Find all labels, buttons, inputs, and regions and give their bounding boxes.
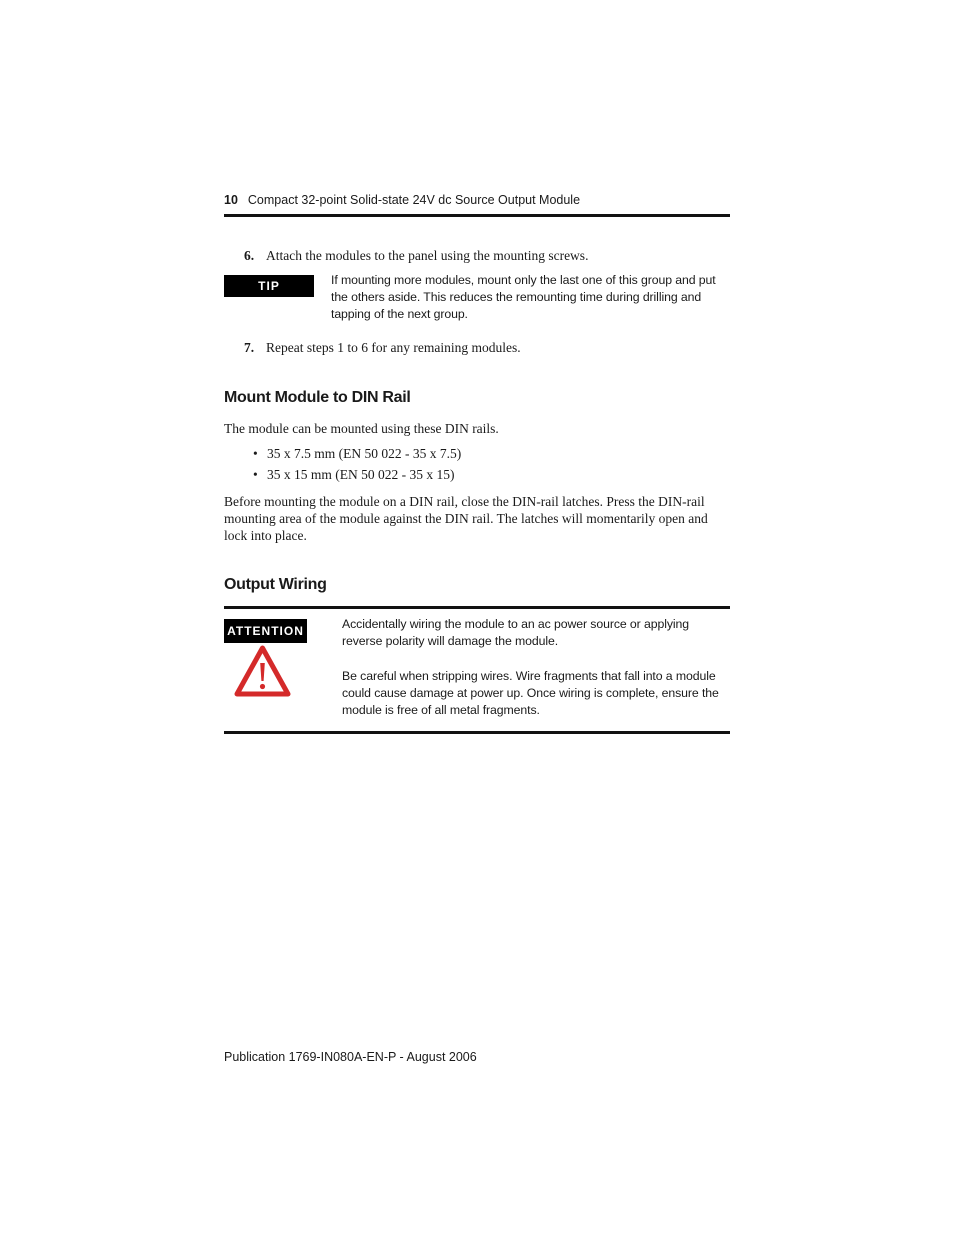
section-heading-din-rail: Mount Module to DIN Rail — [224, 389, 411, 406]
attention-bottom-rule — [224, 731, 730, 734]
din-rail-paragraph: Before mounting the module on a DIN rail, close the DIN-rail latches. Press the DIN-rail mounting area of the module against the DIN rail. The latches will momentarily open and lock into place. — [224, 494, 708, 543]
step-7 — [244, 339, 724, 357]
header-rule — [224, 214, 730, 217]
attention-label: ATTENTION — [224, 619, 307, 643]
page-number: 10 — [224, 193, 238, 207]
list-item-text: 35 x 15 mm (EN 50 022 - 35 x 15) — [267, 467, 455, 482]
step-number: 7. — [244, 340, 255, 355]
bullet-icon: • — [253, 446, 258, 461]
list-item — [253, 445, 723, 463]
running-header — [224, 192, 730, 208]
din-rail-intro: The module can be mounted using these DIN rails. — [224, 421, 499, 436]
step-number: 6. — [244, 248, 255, 263]
attention-text-2: Be careful when stripping wires. Wire fragments that fall into a module could cause damage at power up. Once wiring is complete, ensure the module is free of all metal fragments. — [342, 669, 719, 717]
attention-text-1: Accidentally wiring the module to an ac power source or applying reverse polarity will damage the module. — [342, 617, 689, 648]
step-text: Repeat steps 1 to 6 for any remaining modules. — [266, 340, 521, 355]
list-item-text: 35 x 7.5 mm (EN 50 022 - 35 x 7.5) — [267, 446, 462, 461]
publication-footer: Publication 1769-IN080A-EN-P - August 2006 — [224, 1050, 477, 1064]
step-6 — [244, 247, 724, 265]
attention-top-rule — [224, 606, 730, 609]
tip-label: TIP — [224, 275, 314, 297]
warning-triangle-icon — [234, 645, 291, 698]
running-title: Compact 32-point Solid-state 24V dc Source Output Module — [247, 193, 581, 207]
bullet-icon: • — [253, 467, 258, 482]
section-heading-output-wiring: Output Wiring — [224, 576, 327, 593]
step-text: Attach the modules to the panel using the mounting screws. — [266, 248, 589, 263]
list-item — [253, 466, 723, 484]
tip-text: If mounting more modules, mount only the last one of this group and put the others aside. This reduces the remounting time during drilling and tapping of the next group. — [331, 273, 716, 321]
